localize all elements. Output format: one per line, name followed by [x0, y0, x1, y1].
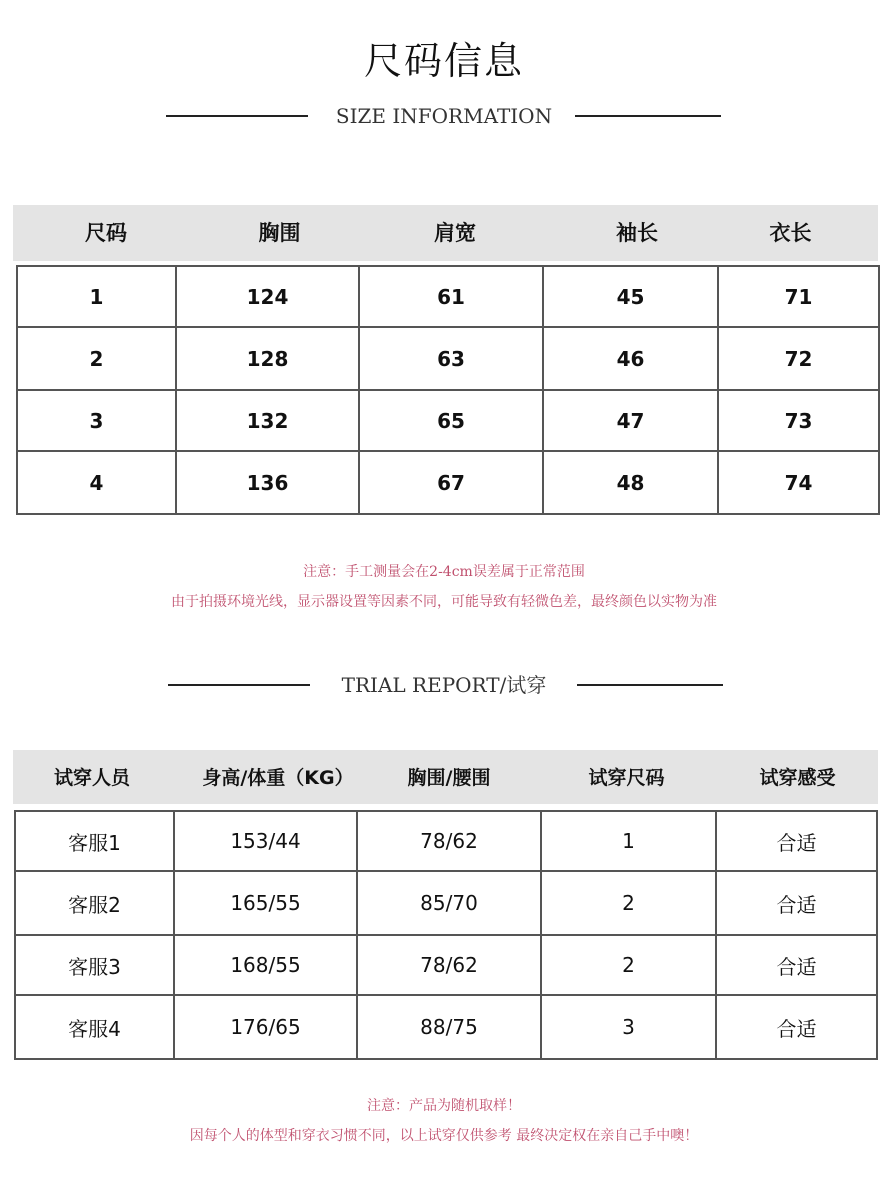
table-cell: 合适: [716, 871, 877, 935]
table-row: [17, 266, 879, 327]
table-row: [15, 871, 877, 935]
table-cell: 客服4: [15, 995, 174, 1059]
table-cell: 46: [543, 327, 718, 390]
table-cell: 1: [541, 811, 716, 871]
table-cell: 45: [543, 266, 718, 327]
trial-header-cell: 试穿尺码: [588, 767, 665, 789]
table-cell: 3: [17, 390, 176, 451]
table-cell: 3: [541, 995, 716, 1059]
trial-header-cell: 胸围/腰围: [407, 767, 491, 789]
page-title: 尺码信息: [363, 39, 524, 83]
trial-table: [14, 810, 878, 1060]
size-divider: [0, 101, 888, 131]
table-cell: 72: [718, 327, 879, 390]
size-header-band: [13, 205, 878, 261]
table-cell: 2: [541, 871, 716, 935]
trial-header-cell: 身高/体重（KG）: [202, 767, 354, 789]
table-cell: 71: [718, 266, 879, 327]
table-cell: 客服1: [15, 811, 174, 871]
table-cell: 合适: [716, 935, 877, 995]
table-cell: 168/55: [174, 935, 357, 995]
table-cell: 128: [176, 327, 359, 390]
table-cell: 124: [176, 266, 359, 327]
table-cell: 78/62: [357, 935, 541, 995]
table-cell: 136: [176, 451, 359, 514]
table-cell: 74: [718, 451, 879, 514]
trial-header-band: [13, 750, 878, 804]
table-cell: 63: [359, 327, 543, 390]
table-cell: 132: [176, 390, 359, 451]
table-cell: 165/55: [174, 871, 357, 935]
table-cell: 2: [17, 327, 176, 390]
table-cell: 153/44: [174, 811, 357, 871]
table-cell: 客服3: [15, 935, 174, 995]
size-subtitle: SIZE INFORMATION: [335, 104, 553, 128]
trial-note-1: 注意：产品为随机取样！: [367, 1098, 521, 1114]
size-header-cell: 尺码: [85, 221, 127, 245]
table-cell: 78/62: [357, 811, 541, 871]
size-header-cell: 袖长: [616, 221, 658, 245]
size-header-cell: 衣长: [769, 221, 812, 245]
trial-header-cell: 试穿感受: [759, 767, 836, 789]
table-cell: 47: [543, 390, 718, 451]
table-cell: 2: [541, 935, 716, 995]
table-cell: 客服2: [15, 871, 174, 935]
table-cell: 48: [543, 451, 718, 514]
table-cell: 65: [359, 390, 543, 451]
trial-subtitle: TRIAL REPORT/试穿: [341, 673, 547, 697]
size-note-1: 注意：手工测量会在2-4cm误差属于正常范围: [303, 564, 585, 580]
size-table: [16, 265, 880, 515]
divider-line-right: [575, 115, 721, 117]
table-row: [17, 327, 879, 390]
table-cell: 合适: [716, 995, 877, 1059]
table-row: [15, 935, 877, 995]
table-row: [15, 995, 877, 1059]
table-cell: 61: [359, 266, 543, 327]
size-header-cell: 胸围: [258, 221, 301, 245]
table-cell: 73: [718, 390, 879, 451]
table-cell: 1: [17, 266, 176, 327]
size-header-cell: 肩宽: [434, 221, 476, 245]
trial-header-cell: 试穿人员: [53, 767, 130, 789]
table-cell: 4: [17, 451, 176, 514]
table-cell: 67: [359, 451, 543, 514]
table-cell: 85/70: [357, 871, 541, 935]
size-note-2: 由于拍摄环境光线，显示器设置等因素不同，可能导致有轻微色差，最终颜色以实物为准: [171, 594, 717, 610]
table-cell: 176/65: [174, 995, 357, 1059]
table-row: [17, 451, 879, 514]
table-cell: 合适: [716, 811, 877, 871]
table-cell: 88/75: [357, 995, 541, 1059]
trial-note-2: 因每个人的体型和穿衣习惯不同，以上试穿仅供参考 最终决定权在亲自己手中噢！: [189, 1128, 699, 1144]
trial-divider: [0, 670, 888, 700]
divider-line-right: [577, 684, 723, 686]
table-row: [15, 811, 877, 871]
table-row: [17, 390, 879, 451]
